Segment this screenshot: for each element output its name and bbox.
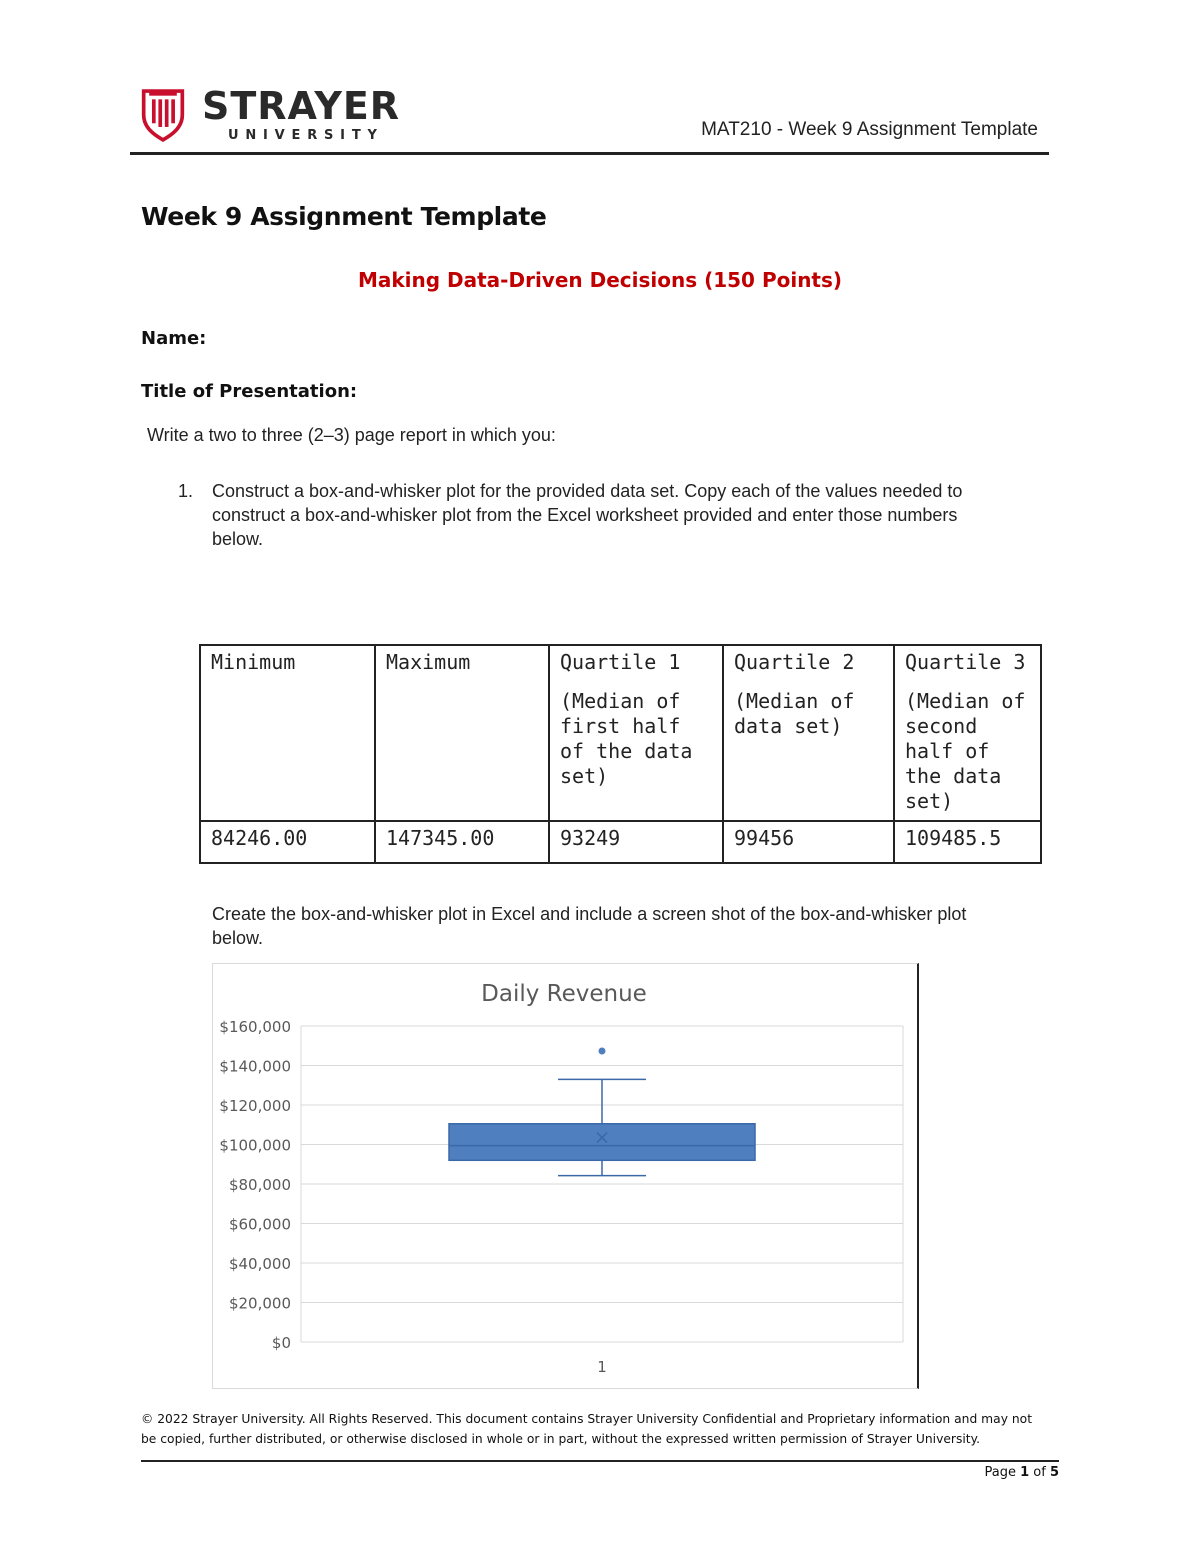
copyright-notice [141, 1409, 1061, 1449]
value-quartile-1: 93249 [549, 821, 723, 863]
value-quartile-2: 99456 [723, 821, 894, 863]
x-tick-label: 1 [597, 1358, 607, 1376]
list-item-line-2: construct a box-and-whisker plot from the Excel worksheet provided and enter those numbers [212, 505, 958, 525]
box-plot-svg [213, 964, 917, 1388]
x-axis-tick-labels [597, 1358, 607, 1376]
table-header-row [200, 645, 1041, 821]
assignment-subtitle: Making Data-Driven Decisions (150 Points) [357, 268, 843, 292]
logo-wordmark: STRAYER [202, 84, 401, 128]
value-quartile-3: 109485.5 [894, 821, 1041, 863]
intro-text: Write a two to three (2–3) page report in which you: [147, 425, 556, 445]
y-tick-label: $140,000 [219, 1057, 291, 1076]
presentation-title-label: Title of Presentation: [141, 381, 358, 402]
value-minimum: 84246.00 [200, 821, 375, 863]
header-cell-quartile-3: Quartile 3 (Median of second half of the data set) [894, 645, 1041, 821]
page-title: Week 9 Assignment Template [141, 202, 547, 231]
y-tick-label: $160,000 [219, 1018, 291, 1036]
summary-statistics-table [199, 644, 1042, 864]
list-number: 1. [178, 481, 194, 501]
strayer-shield-logo [140, 86, 186, 144]
table-row [200, 821, 1041, 863]
y-axis-tick-labels [219, 1018, 291, 1352]
chart-title: Daily Revenue [481, 981, 647, 1007]
header-cell-maximum: Maximum [375, 645, 549, 821]
instruction-line-1: Create the box-and-whisker plot in Excel and include a screen shot of the box-and-whisker plot [212, 904, 967, 924]
list-item-line-1: Construct a box-and-whisker plot for the provided data set. Copy each of the values needed to [212, 481, 963, 501]
y-tick-label: $20,000 [228, 1294, 291, 1313]
y-tick-label: $80,000 [228, 1176, 291, 1194]
header-cell-quartile-2: Quartile 2 (Median of data set) [723, 645, 894, 821]
list-item-line-3: below. [212, 529, 264, 549]
copyright-line-2: be copied, further distributed, or otherwise disclosed in whole or in part, without the expressed written permission of Strayer University. [141, 1432, 981, 1446]
y-tick-label: $100,000 [219, 1136, 291, 1155]
y-tick-label: $40,000 [228, 1255, 291, 1273]
outlier-point [599, 1047, 606, 1054]
chart-gridlines [301, 1026, 903, 1342]
value-maximum: 147345.00 [375, 821, 549, 863]
box-plot-marks [449, 1047, 755, 1175]
course-title: MAT210 - Week 9 Assignment Template [701, 119, 1038, 140]
logo-subtitle: UNIVERSITY [228, 128, 384, 143]
page-number: Page 1 of 5 [984, 1465, 1059, 1480]
name-label: Name: [141, 328, 207, 349]
instruction-line-2: below. [212, 928, 264, 948]
footer-divider [141, 1460, 1059, 1462]
interquartile-box [449, 1124, 755, 1161]
header-cell-quartile-1: Quartile 1 (Median of first half of the data set) [549, 645, 723, 821]
copyright-line-1: © 2022 Strayer University. All Rights Reserved. This document contains Strayer University Confidential and Proprietary information and may not [141, 1412, 1033, 1426]
header-divider [130, 152, 1049, 155]
box-plot-chart [212, 963, 919, 1389]
header-cell-minimum: Minimum [200, 645, 375, 821]
y-tick-label: $0 [271, 1334, 291, 1352]
y-tick-label: $60,000 [228, 1215, 291, 1234]
y-tick-label: $120,000 [219, 1097, 291, 1115]
